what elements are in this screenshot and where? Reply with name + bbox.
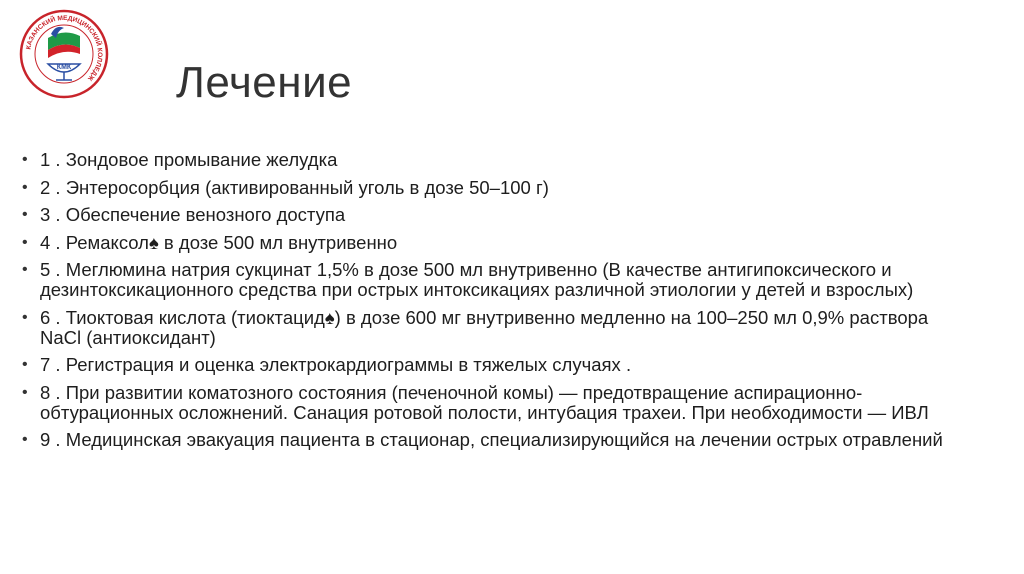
slide-title: Лечение bbox=[176, 58, 353, 107]
list-item bbox=[22, 355, 962, 375]
bullet-icon: • bbox=[22, 233, 28, 251]
list-item-text: 5 . Меглюмина натрия сукцинат 1,5% в дозе 500 мл внутривенно (В качестве антигипоксического и дезинтоксикационного средства при острых интоксикациях различной этиологии у детей и взрослых) bbox=[40, 259, 914, 300]
list-item-text: 4 . Ремаксол♠ в дозе 500 мл внутривенно bbox=[40, 231, 398, 253]
treatment-list bbox=[22, 150, 962, 458]
list-item bbox=[22, 233, 962, 253]
list-item bbox=[22, 383, 962, 423]
bullet-icon: • bbox=[22, 308, 28, 326]
bullet-icon: • bbox=[22, 206, 28, 223]
list-item-text: 1 . Зондовое промывание желудка bbox=[40, 149, 338, 170]
bullet-icon: • bbox=[22, 383, 28, 401]
list-item bbox=[22, 430, 962, 450]
college-logo bbox=[18, 8, 110, 100]
list-item-text: 3 . Обеспечение венозного доступа bbox=[40, 204, 346, 225]
logo-emblem-text: КМК bbox=[56, 64, 72, 71]
list-item-text: 9 . Медицинская эвакуация пациента в стационар, специализирующийся на лечении острых отравлений bbox=[40, 429, 943, 450]
bullet-icon: • bbox=[22, 151, 28, 168]
list-item bbox=[22, 150, 962, 170]
list-item-text: 2 . Энтеросорбция (активированный уголь в дозе 50–100 г) bbox=[40, 176, 549, 198]
list-item-text: 7 . Регистрация и оценка электрокардиограммы в тяжелых случаях . bbox=[40, 354, 632, 375]
list-item bbox=[22, 178, 962, 198]
list-item-text: 6 . Тиоктовая кислота (тиоктацид♠) в дозе 600 мг внутривенно медленно на 100–250 мл 0,9% раствора NaCl (антиоксидант) bbox=[40, 306, 929, 348]
list-item bbox=[22, 205, 962, 225]
list-item bbox=[22, 260, 962, 300]
bullet-icon: • bbox=[22, 431, 28, 448]
list-item-text: 8 . При развитии коматозного состояния (печеночной комы) — предотвращение аспирационно-обтурационных осложнений. Санация ротовой полости, интубация трахеи. При необходимости — ИВЛ bbox=[40, 381, 929, 423]
bullet-icon: • bbox=[22, 178, 28, 196]
bullet-icon: • bbox=[22, 356, 28, 373]
logo-ring-text: КАЗАНСКИЙ МЕДИЦИНСКИЙ КОЛЛЕДЖ bbox=[25, 14, 104, 82]
bullet-icon: • bbox=[22, 261, 28, 278]
list-item bbox=[22, 308, 962, 348]
